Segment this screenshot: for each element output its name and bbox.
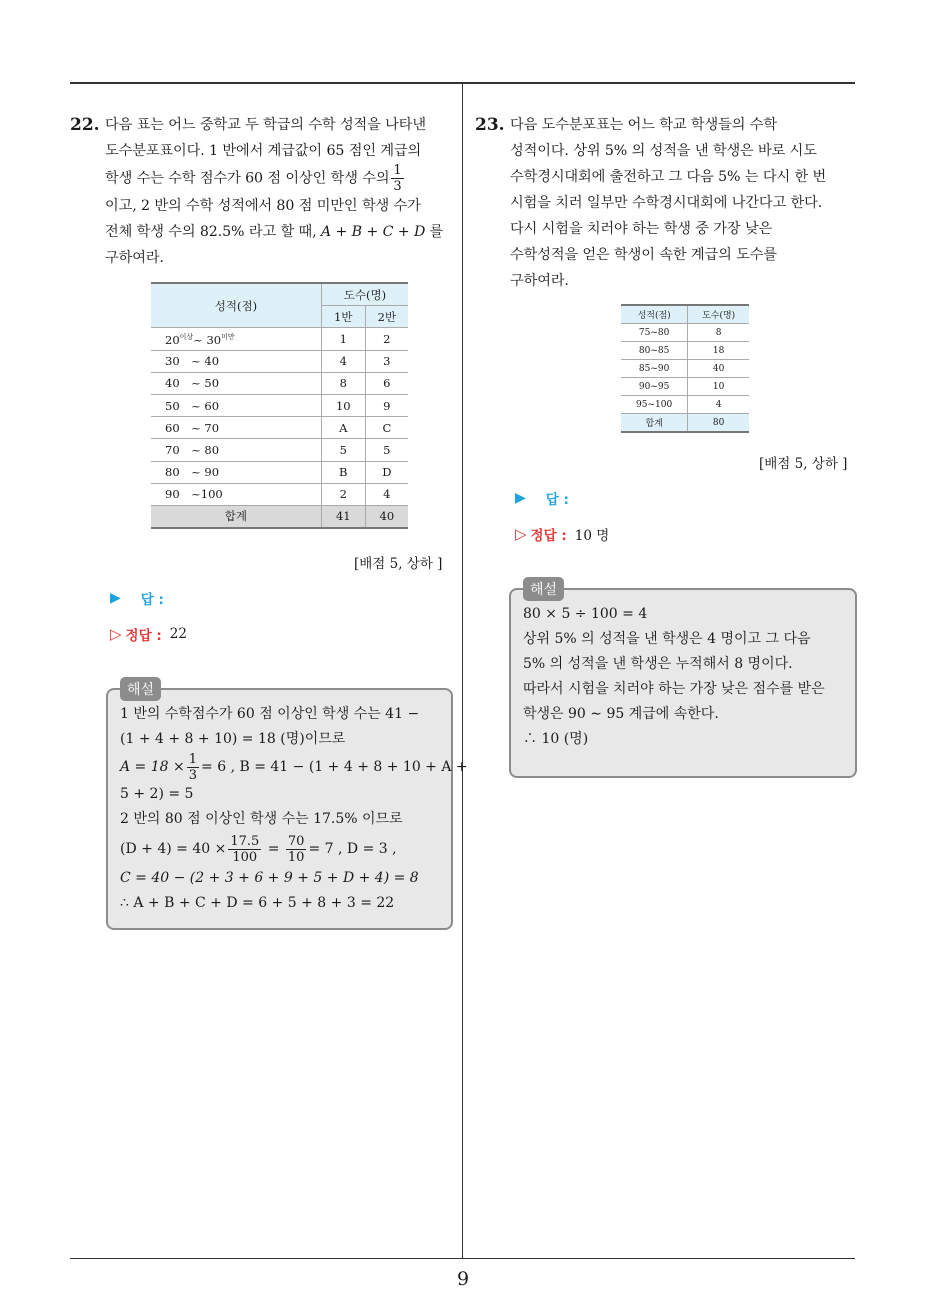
header-score: 성적(점) [621, 305, 688, 324]
table-row [621, 324, 749, 342]
cell-class-2: 3 [365, 350, 408, 372]
header-frequency: 도수(명) [321, 283, 408, 306]
sum-label: 합계 [151, 505, 321, 528]
expression: A + B + C + D [320, 224, 426, 240]
solution-math: (D + 4) = 40 × [120, 841, 227, 857]
cell-class-2: D [365, 461, 408, 483]
table-row [151, 417, 408, 439]
range-high: ~ 30 [193, 332, 222, 347]
frequency-cell: 10 [688, 378, 749, 396]
range-cell: 70 ~ 80 [151, 439, 321, 461]
solution-line: 상위 5% 의 성적을 낸 학생은 4 명이고 그 다음 [523, 631, 811, 647]
solution-line: 5% 의 성적을 낸 학생은 누적해서 8 명이다. [523, 656, 793, 672]
table-row [151, 350, 408, 372]
sum-class-2: 40 [365, 505, 408, 528]
solution-line: ∴ A + B + C + D = 6 + 5 + 8 + 3 = 22 [120, 895, 395, 911]
solution-line: 학생은 90 ∼ 95 계급에 속한다. [523, 706, 719, 722]
table-row [621, 396, 749, 414]
question-line: 다음 도수분포표는 어느 학교 학생들의 수학 [510, 117, 777, 133]
sum-label: 합계 [621, 414, 688, 433]
table-row [151, 439, 408, 461]
question-line: 구하여라. [105, 250, 164, 266]
question-22 [70, 112, 468, 911]
fraction [228, 835, 261, 864]
question-line: 성적이다. 상위 5% 의 성적을 낸 학생은 바로 시도 [510, 143, 817, 159]
range-low-sup: 이상 [179, 332, 194, 341]
range-cell: 80~85 [621, 342, 688, 360]
frequency-table [621, 304, 749, 433]
frequency-cell: 8 [688, 324, 749, 342]
correct-answer-line [515, 524, 609, 544]
fraction-numerator: 1 [393, 163, 402, 178]
range-cell: 90~95 [621, 378, 688, 396]
header-score: 성적(점) [151, 283, 321, 328]
solution-line: (1 + 4 + 8 + 10) = 18 (명)이므로 [120, 731, 346, 747]
range-cell: 60 ~ 70 [151, 417, 321, 439]
table-row [151, 372, 408, 394]
question-line-text: 학생 수는 수학 점수가 60 점 이상인 학생 수의 [105, 170, 390, 187]
cell-class-1: B [321, 461, 365, 483]
fraction-numerator: 70 [287, 833, 305, 849]
range-cell: 85~90 [621, 360, 688, 378]
table-row [151, 483, 408, 505]
solution-line: ∴ 10 (명) [523, 731, 589, 747]
fraction-one-third [391, 164, 403, 193]
column-divider [462, 82, 463, 1258]
question-line: 다시 시험을 치러야 하는 학생 중 가장 낮은 [510, 221, 773, 237]
range-cell: 95~100 [621, 396, 688, 414]
correct-label: 정답 : [530, 528, 567, 544]
solution-math: A = 18 × [120, 759, 185, 775]
answer-line [515, 488, 569, 508]
solution-tag: 해설 [120, 677, 161, 701]
table-row [621, 378, 749, 396]
fraction [286, 835, 307, 864]
solution-line: C = 40 − (2 + 3 + 6 + 9 + 5 + D + 4) = 8 [120, 870, 419, 886]
range-cell [151, 328, 321, 350]
question-line: 도수분포표이다. 1 반에서 계급값이 65 점인 계급의 [105, 143, 422, 159]
triangle-outline-icon: ▷ [110, 625, 122, 643]
solution-box [509, 582, 857, 778]
fraction-denominator: 100 [232, 849, 258, 865]
cell-class-2: 9 [365, 394, 408, 416]
sum-class-1: 41 [321, 505, 365, 528]
sum-row [151, 505, 408, 528]
table-row [621, 342, 749, 360]
table-row [151, 328, 408, 350]
page-number: 9 [456, 1268, 470, 1290]
question-line: 이고, 2 반의 수학 성적에서 80 점 미만인 학생 수가 [105, 198, 421, 214]
fraction-numerator: 17.5 [230, 833, 260, 849]
question-line: 시험을 치러 일부만 수학경시대회에 나간다고 한다. [510, 195, 823, 211]
question-line-text: 전체 학생 수의 82.5% 라고 할 때, [105, 224, 317, 240]
fraction-denominator: 3 [188, 767, 198, 783]
cell-class-1: 4 [321, 350, 365, 372]
cell-class-2: C [365, 417, 408, 439]
header-class-2: 2반 [365, 306, 408, 328]
answer-label: 답 : [545, 492, 569, 508]
frequency-table [151, 282, 408, 529]
range-low: 20 [165, 332, 180, 347]
cell-class-1: 2 [321, 483, 365, 505]
fraction-denominator: 10 [287, 849, 305, 865]
question-23 [475, 112, 860, 747]
question-line [105, 164, 443, 193]
cell-class-1: 1 [321, 328, 365, 350]
range-cell: 40 ~ 50 [151, 372, 321, 394]
answer-label: 답 : [140, 592, 164, 608]
header-frequency: 도수(명) [688, 305, 749, 324]
sum-row [621, 414, 749, 433]
range-cell: 30 ~ 40 [151, 350, 321, 372]
range-cell: 80 ~ 90 [151, 461, 321, 483]
cell-class-2: 2 [365, 328, 408, 350]
fraction-denominator: 3 [393, 179, 402, 194]
table-row [151, 461, 408, 483]
table-row [151, 394, 408, 416]
question-line-text: 를 [429, 224, 444, 240]
solution-box [106, 682, 468, 930]
solution-line: 1 반의 수학점수가 60 점 이상인 학생 수는 41 − [120, 706, 420, 722]
cell-class-1: 5 [321, 439, 365, 461]
question-text [510, 112, 826, 294]
question-line: 다음 표는 어느 중학교 두 학급의 수학 성적을 나타낸 [105, 117, 426, 133]
solution-line: 따라서 시험을 치러야 하는 가장 낮은 점수를 받은 [523, 681, 825, 697]
range-cell: 50 ~ 60 [151, 394, 321, 416]
frequency-cell: 4 [688, 396, 749, 414]
frequency-cell: 18 [688, 342, 749, 360]
table-row [621, 360, 749, 378]
cell-class-2: 5 [365, 439, 408, 461]
correct-answer-line [110, 624, 187, 644]
score-info: [배점 5, 상하 ] [354, 556, 443, 572]
sum-value: 80 [688, 414, 749, 433]
cell-class-1: A [321, 417, 365, 439]
question-line [105, 219, 443, 245]
solution-line: (D + 4) = 40 × $\frac{17.5}{100}$ = $\frac{70}{10}$ = 7 , D = 3 , [120, 833, 397, 865]
play-icon: ▶ [515, 490, 526, 506]
question-text [105, 112, 443, 271]
answer-line [110, 588, 164, 608]
cell-class-1: 10 [321, 394, 365, 416]
fraction-one-third [187, 753, 199, 782]
question-line: 수학성적을 얻은 학생이 속한 계급의 도수를 [510, 247, 777, 263]
question-number: 23. [475, 115, 505, 135]
header-class-1: 1반 [321, 306, 365, 328]
score-info: [배점 5, 상하 ] [759, 456, 848, 472]
question-number: 22. [70, 115, 100, 135]
cell-class-2: 4 [365, 483, 408, 505]
solution-line: 2 반의 80 점 이상인 학생 수는 17.5% 이므로 [120, 811, 403, 827]
correct-value: 10 명 [574, 528, 610, 544]
range-high-sup: 미만 [221, 332, 235, 341]
play-icon: ▶ [110, 590, 121, 606]
triangle-outline-icon: ▷ [515, 525, 527, 543]
range-cell: 75~80 [621, 324, 688, 342]
solution-math: = 7 , D = 3 , [308, 841, 397, 857]
footer-rule [70, 1258, 855, 1259]
solution-body [108, 690, 468, 916]
frequency-cell: 40 [688, 360, 749, 378]
solution-tag: 해설 [523, 577, 564, 601]
cell-class-2: 6 [365, 372, 408, 394]
solution-line: 80 × 5 ÷ 100 = 4 [523, 606, 648, 622]
correct-value: 22 [169, 626, 187, 642]
cell-class-1: 8 [321, 372, 365, 394]
range-cell: 90 ~100 [151, 483, 321, 505]
question-line: 수학경시대회에 출전하고 그 다음 5% 는 다시 한 번 [510, 169, 827, 185]
solution-line [120, 751, 468, 783]
question-line: 구하여라. [510, 273, 569, 289]
correct-label: 정답 : [125, 628, 162, 644]
solution-body [511, 590, 855, 752]
solution-line: 5 + 2) = 5 [120, 786, 194, 802]
solution-math: = 6 , B = 41 − (1 + 4 + 8 + 10 + A + [201, 759, 468, 775]
fraction-numerator: 1 [188, 751, 198, 767]
